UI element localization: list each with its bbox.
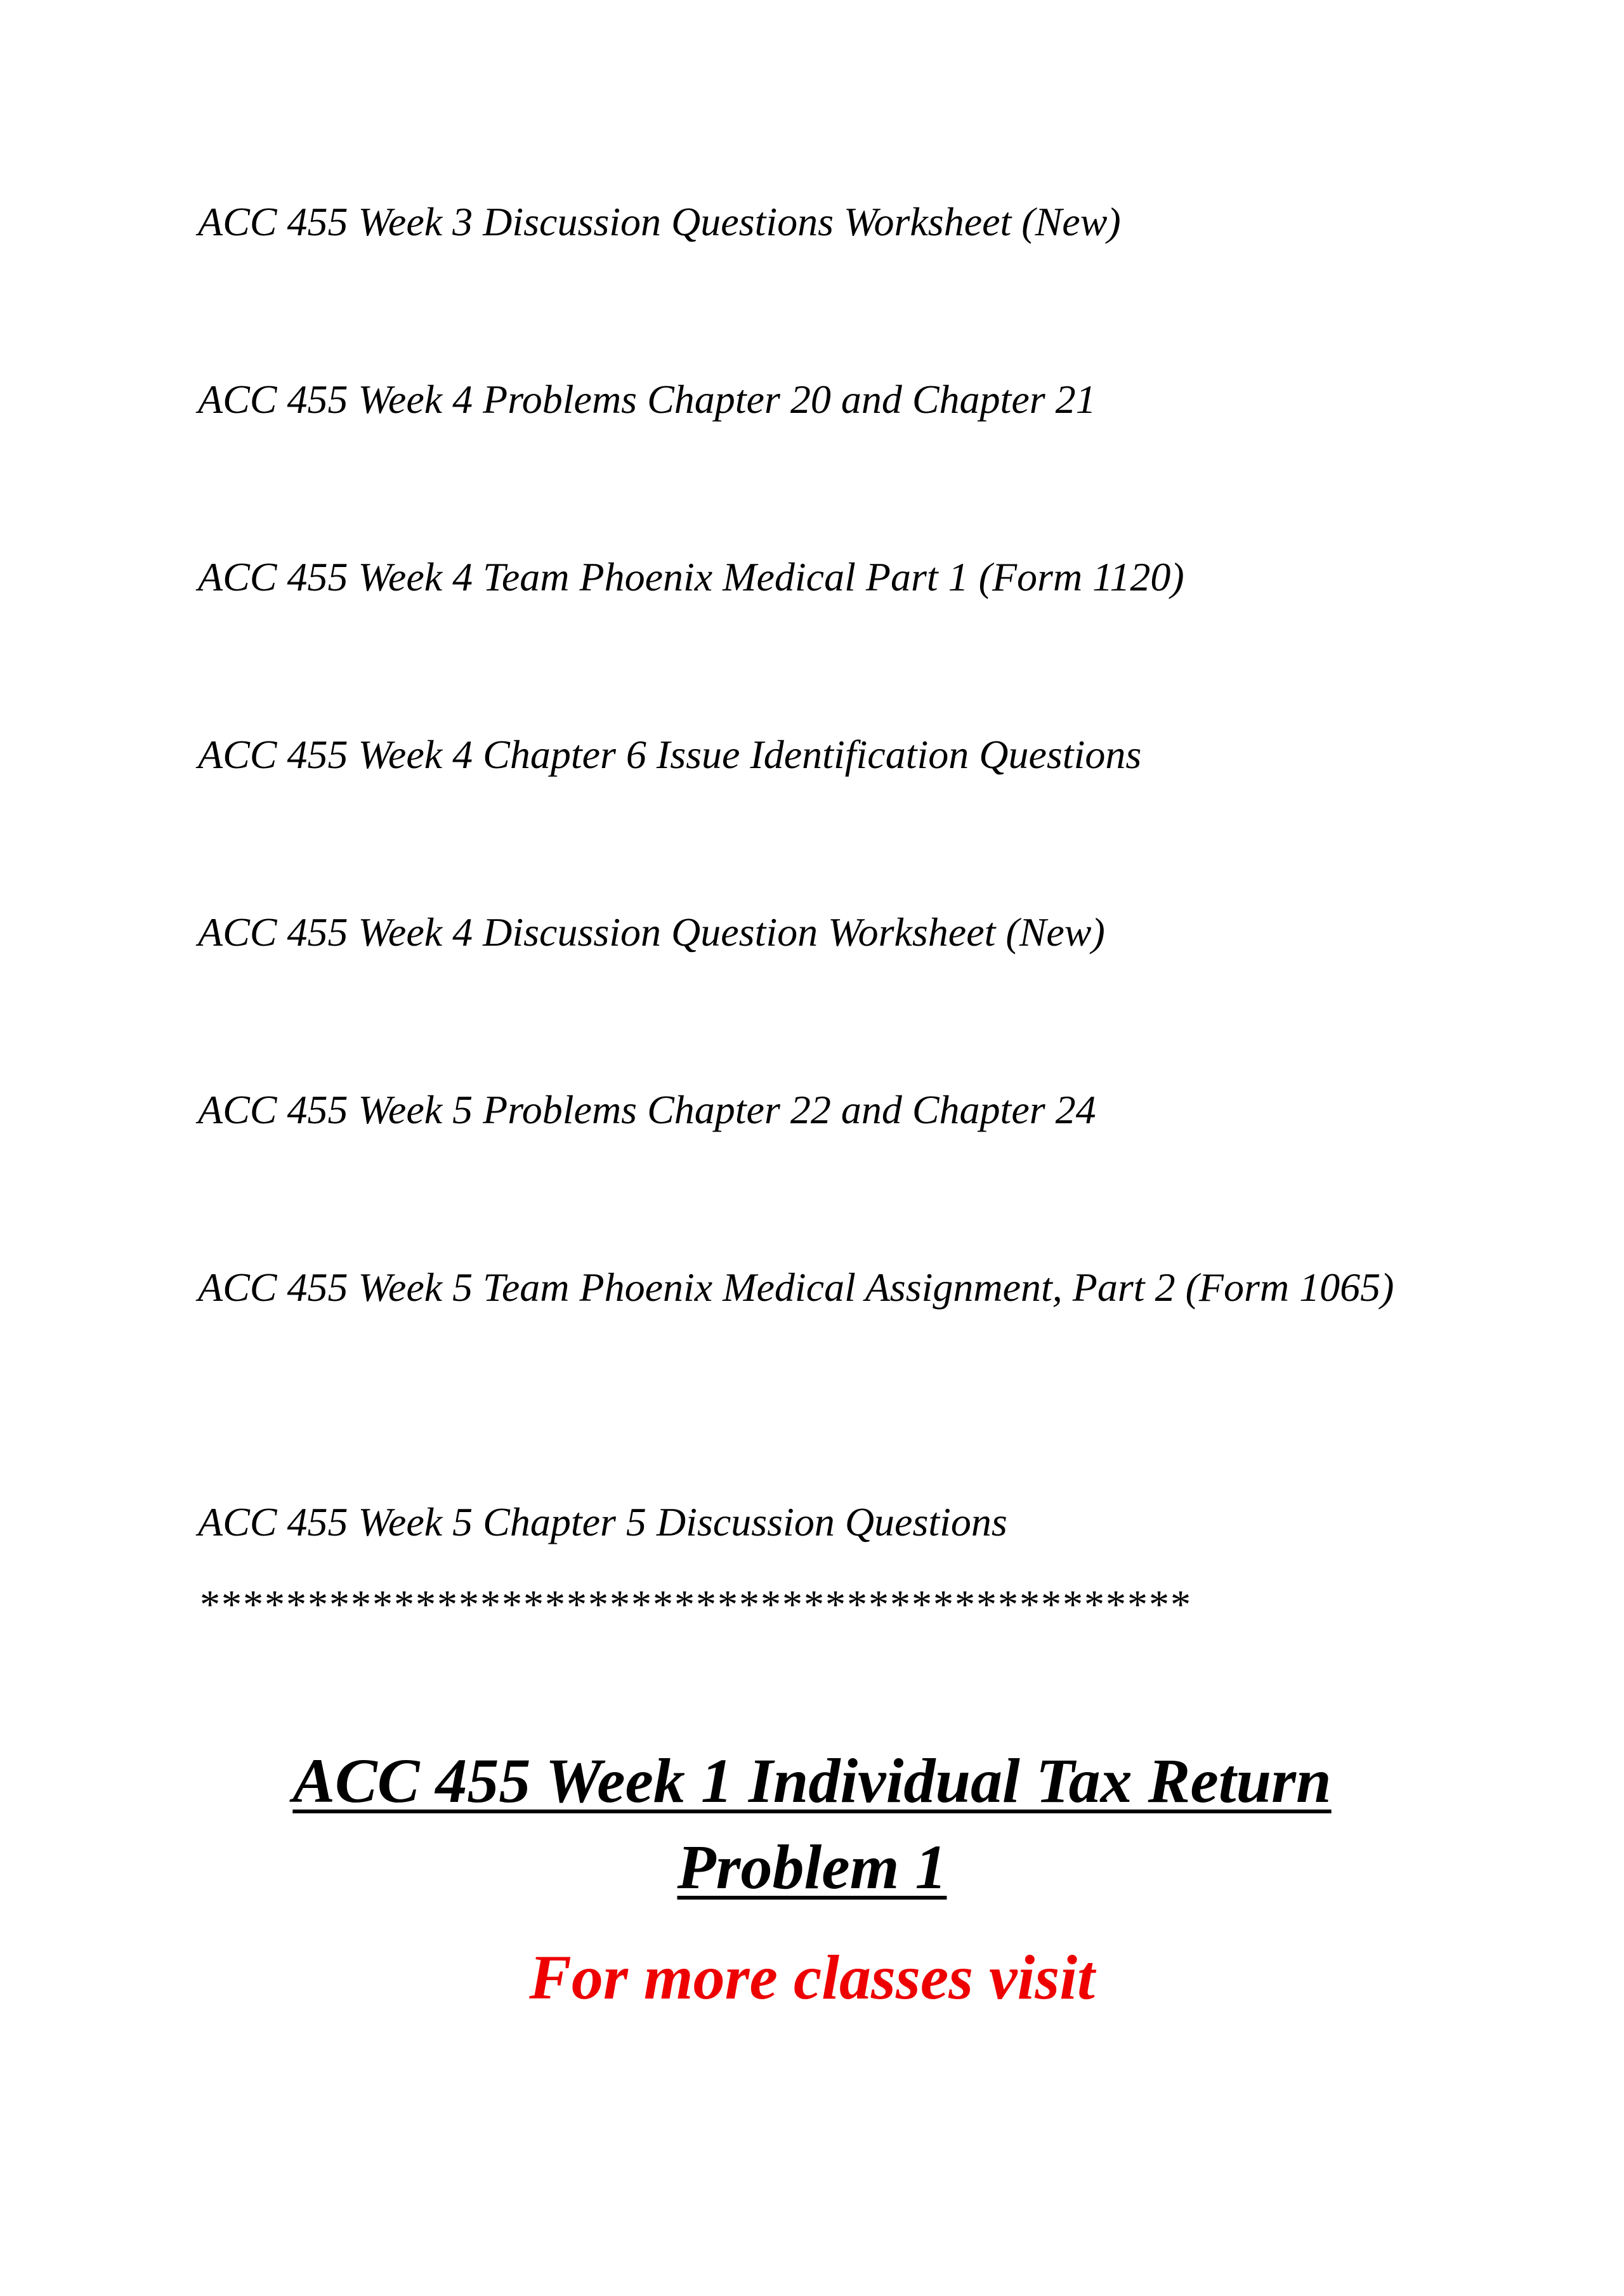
list-item-week4-problems: ACC 455 Week 4 Problems Chapter 20 and Chapter 21 <box>198 377 1096 422</box>
list-item-week3-discussion-worksheet: ACC 455 Week 3 Discussion Questions Worksheet (New) <box>198 199 1121 244</box>
promo-text: For more classes visit <box>529 1942 1095 2012</box>
list-item-week4-phoenix-part1: ACC 455 Week 4 Team Phoenix Medical Part 1 (Form 1120) <box>198 554 1184 599</box>
section-heading-line2: Problem 1 <box>677 1832 947 1902</box>
section-heading-line1: ACC 455 Week 1 Individual Tax Return <box>292 1745 1332 1816</box>
list-item-week5-discussion-questions: ACC 455 Week 5 Chapter 5 Discussion Questions <box>198 1499 1007 1544</box>
list-item-week4-issue-identification: ACC 455 Week 4 Chapter 6 Issue Identification Questions <box>198 732 1142 777</box>
asterisk-separator: ********************************************** <box>198 1582 1190 1627</box>
list-item-week5-problems: ACC 455 Week 5 Problems Chapter 22 and Chapter 24 <box>198 1087 1096 1132</box>
list-item-week5-phoenix-part2: ACC 455 Week 5 Team Phoenix Medical Assignment, Part 2 (Form 1065) <box>198 1265 1394 1310</box>
list-item-week4-discussion-worksheet: ACC 455 Week 4 Discussion Question Worksheet (New) <box>198 910 1105 955</box>
section-heading <box>0 1738 1624 1910</box>
